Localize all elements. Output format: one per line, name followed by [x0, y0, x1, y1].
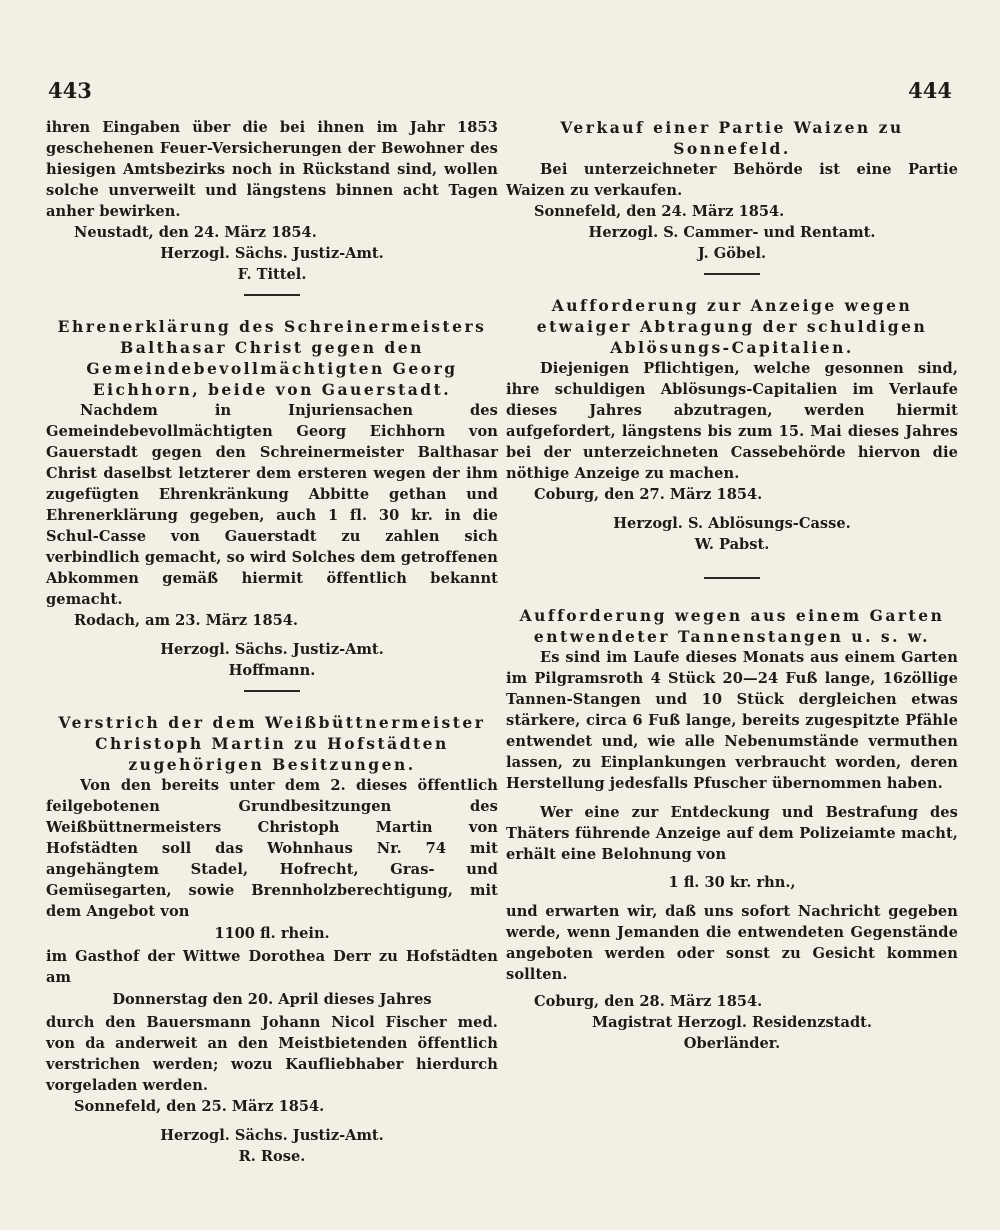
section-signature-verstrich: R. Rose. — [238, 1148, 306, 1165]
section-date-ehrenerklaerung: Rodach, am 23. März 1854. — [74, 612, 298, 629]
section-heading-ehrenerklaerung: Ehrenerklärung des Schreinermeisters Balthasar Christ gegen den Gemeindebevollmächtigten Georg Eichhorn, beide von Gauerstadt. — [57, 317, 487, 399]
section-heading-abloesung: Aufforderung zur Anzeige wegen etwaiger Abtragung der schuldigen Ablösungs-Capitalien. — [536, 296, 928, 357]
section-divider — [704, 577, 760, 579]
section-authority-ehrenerklaerung: Herzogl. Sächs. Justiz-Amt. — [160, 641, 384, 658]
section-body-verstrich-2: im Gasthof der Wittwe Dorothea Derr zu Hofstädten am — [46, 948, 498, 986]
section-date-waizen: Sonnefeld, den 24. März 1854. — [534, 203, 785, 220]
section-date-abloesung: Coburg, den 27. März 1854. — [534, 486, 763, 503]
left-column — [46, 117, 498, 1167]
section-authority-verstrich: Herzogl. Sächs. Justiz-Amt. — [160, 1127, 384, 1144]
intro-authority: Herzogl. Sächs. Justiz-Amt. — [160, 245, 384, 262]
section-body-tannenstangen-1: Es sind im Laufe dieses Monats aus einem Garten im Pilgramsroth 4 Stück 20—24 Fuß lange, 16zöllige Tannen-Stangen und 10 Stück dergleichen etwas stärkere, circa 6 Fuß lange, bereits zugespitzte Pfähle entwendet und, wie alle Nebenumstände vermuthen lassen, zu Einplankungen verbraucht worden, deren Herstellung jedesfalls Pfuscher übernommen haben. — [506, 649, 958, 792]
section-body-tannenstangen-3: und erwarten wir, daß uns sofort Nachricht gegeben werde, wenn Jemanden die entwendeten Gegenstände angeboten werden oder sonst zu Gesicht kommen sollten. — [506, 903, 958, 983]
section-body-abloesung: Diejenigen Pflichtigen, welche gesonnen sind, ihre schuldigen Ablösungs-Capitalien im Verlaufe dieses Jahres abzutragen, werden hiermit aufgefordert, längstens bis zum 15. Mai dieses Jahres bei der unterzeichneten Cassebehörde hiervon die nöthige Anzeige zu machen. — [506, 360, 958, 482]
section-date-tannenstangen: Coburg, den 28. März 1854. — [534, 993, 763, 1010]
section-signature-tannenstangen: Oberländer. — [683, 1035, 781, 1052]
section-authority-abloesung: Herzogl. S. Ablösungs-Casse. — [613, 515, 851, 532]
page-number-right: 444 — [908, 78, 952, 103]
section-reward: 1 fl. 30 kr. rhn., — [668, 874, 796, 891]
section-authority-waizen: Herzogl. S. Cammer- und Rentamt. — [588, 224, 876, 241]
section-signature-ehrenerklaerung: Hoffmann. — [228, 662, 316, 679]
section-heading-waizen: Verkauf einer Partie Waizen zu Sonnefeld. — [560, 118, 904, 158]
section-body-waizen: Bei unterzeichneter Behörde ist eine Partie Waizen zu verkaufen. — [506, 161, 958, 199]
page-number-left: 443 — [48, 78, 92, 103]
section-body-ehrenerklaerung: Nachdem in Injuriensachen des Gemeindebevollmächtigten Georg Eichhorn von Gauerstadt gegen den Schreinermeister Balthasar Christ daselbst letzterer dem ersteren wegen der ihm zugefügten Ehrenkränkung Abbitte gethan und Ehrenerklärung gegeben, auch 1 fl. 30 kr. in die Schul-Casse von Gauerstadt zu zahlen sich verbindlich gemacht, so wird Solches dem getroffenen Abkommen gemäß hiermit öffentlich bekannt gemacht. — [46, 402, 498, 608]
section-divider — [704, 273, 760, 275]
section-authority-tannenstangen: Magistrat Herzogl. Residenzstadt. — [592, 1014, 872, 1031]
section-heading-tannenstangen: Aufforderung wegen aus einem Garten entwendeter Tannenstangen u. s. w. — [519, 606, 945, 646]
intro-date: Neustadt, den 24. März 1854. — [74, 224, 317, 241]
section-auction-date: Donnerstag den 20. April dieses Jahres — [112, 991, 432, 1008]
section-heading-verstrich: Verstrich der dem Weißbüttnermeister Christoph Martin zu Hofstädten zugehörigen Besitzungen. — [58, 713, 486, 774]
section-price-verstrich: 1100 fl. rhein. — [214, 925, 330, 942]
right-column — [506, 117, 958, 1054]
intro-signature: F. Tittel. — [237, 266, 307, 283]
section-divider — [244, 294, 300, 296]
intro-text: ihren Eingaben über die bei ihnen im Jahr 1853 geschehenen Feuer-Versicherungen der Bewohner des hiesigen Amtsbezirks noch in Rückstand sind, wollen solche unverweilt und längstens binnen acht Tagen anher bewirken. — [46, 119, 498, 220]
section-body-verstrich-1: Von den bereits unter dem 2. dieses öffentlich feilgebotenen Grundbesitzungen des Weißbüttnermeisters Christoph Martin von Hofstädten soll das Wohnhaus Nr. 74 mit angehängtem Stadel, Hofrecht, Gras- und Gemüsegarten, sowie Brennholzberechtigung, mit dem Angebot von — [46, 777, 498, 920]
section-signature-waizen: J. Göbel. — [697, 245, 767, 262]
section-divider — [244, 690, 300, 692]
section-signature-abloesung: W. Pabst. — [694, 536, 770, 553]
section-body-verstrich-3: durch den Bauersmann Johann Nicol Fischer med. von da anderweit an den Meistbietenden öffentlich verstrichen werden; wozu Kaufliebhaber hierdurch vorgeladen werden. — [46, 1014, 498, 1094]
section-date-verstrich: Sonnefeld, den 25. März 1854. — [74, 1098, 325, 1115]
section-body-tannenstangen-2: Wer eine zur Entdeckung und Bestrafung des Thäters führende Anzeige auf dem Polizeiamte macht, erhält eine Belohnung von — [506, 804, 958, 863]
